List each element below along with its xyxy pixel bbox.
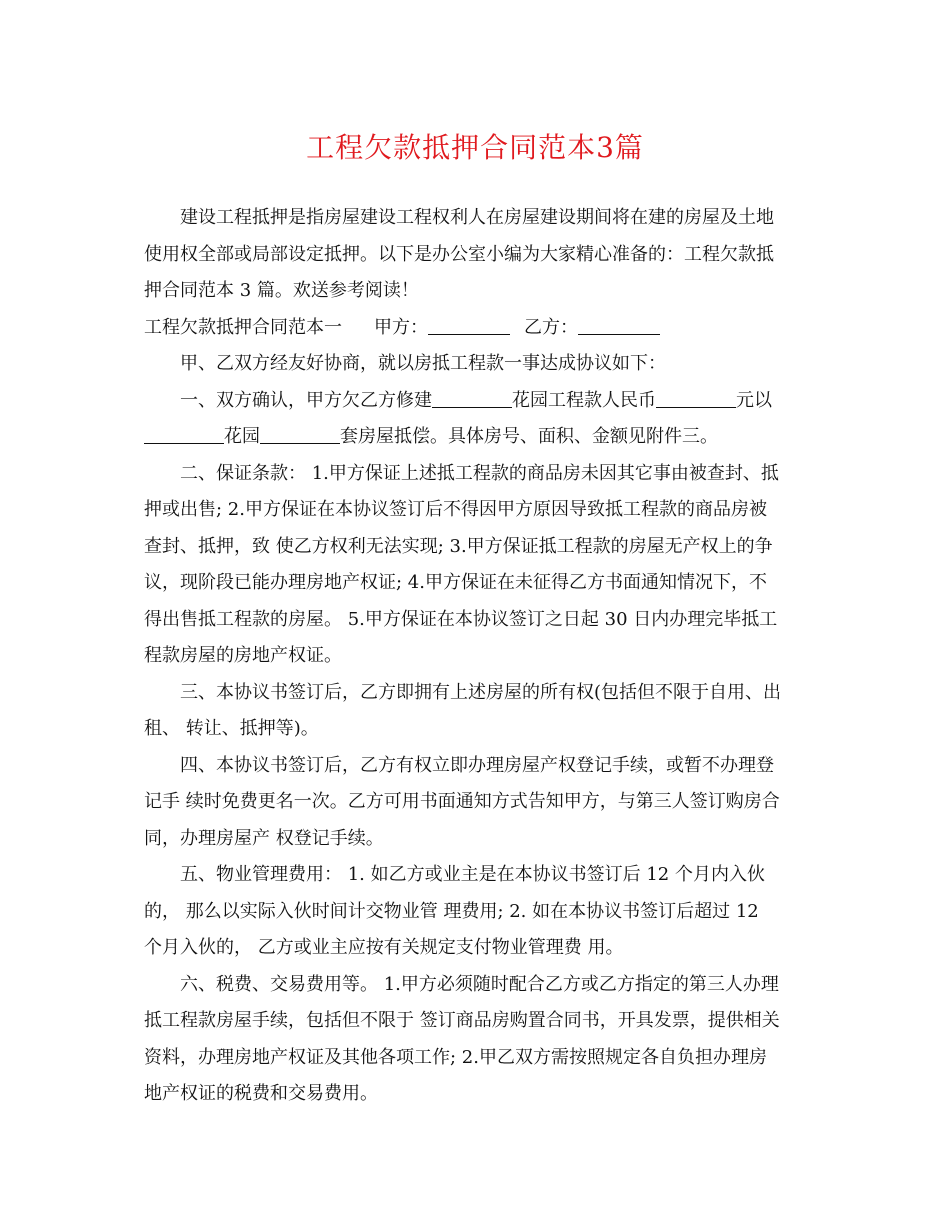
clause-1-text: 套房屋抵偿。具体房号、面积、金额见附件三。 <box>340 426 718 447</box>
intro-paragraph <box>144 200 812 310</box>
clause-3 <box>144 675 812 748</box>
clause-line: 押或出售; 2.甲方保证在本协议签订后不得因甲方原因导致抵工程款的商品房被 <box>144 499 767 520</box>
clause-line: 地产权证的税费和交易费用。 <box>144 1083 378 1104</box>
clause-line: 五、物业管理费用： 1. 如乙方或业主是在本协议书签订后 12 个月内入伙 <box>180 864 765 885</box>
clause-line: 租、 转让、抵押等)。 <box>144 718 319 739</box>
clause-line: 资料，办理房地产权证及其他各项工作; 2.甲乙双方需按照规定各自负担办理房 <box>144 1046 767 1068</box>
clause-line: 的， 那么以实际入伙时间计交物业管 理费用; 2. 如在本协议书签订后超过 12 <box>144 900 759 922</box>
intro-line: 押合同范本 3 篇。欢送参考阅读！ <box>144 280 419 301</box>
opening-line: 甲、乙双方经友好协商，就以房抵工程款一事达成协议如下： <box>180 353 666 374</box>
party-a-label: 甲方： <box>374 316 428 338</box>
clause-line: 个月入伙的， 乙方或业主应按有关规定支付物业管理费 用。 <box>144 937 624 958</box>
clause-5 <box>144 857 812 967</box>
clause-line: 得出售抵工程款的房屋。 5.甲方保证在本协议签订之日起 30 日内办理完毕抵工 <box>144 608 778 630</box>
clause-4 <box>144 748 812 858</box>
intro-line: 建设工程抵押是指房屋建设工程权利人在房屋建设期间将在建的房屋及土地 <box>180 207 774 228</box>
party-b-label: 乙方： <box>524 316 578 338</box>
clause-line: 三、本协议书签订后，乙方即拥有上述房屋的所有权(包括但不限于自用、出 <box>180 681 782 703</box>
party-b-blank <box>578 316 660 335</box>
clause-2 <box>144 456 812 675</box>
contract-label: 工程欠款抵押合同范本一 <box>144 316 342 338</box>
clause-line: 四、本协议书签订后，乙方有权立即办理房屋产权登记手续，或暂不办理登 <box>180 754 774 776</box>
document-body <box>144 200 812 1113</box>
clause-line: 查封、抵押，致 使乙方权利无法实现; 3.甲方保证抵工程款的房屋无产权上的争 <box>144 535 773 557</box>
document-title: 工程欠款抵押合同范本3篇 <box>306 131 644 164</box>
units-blank <box>260 425 340 444</box>
clause-line: 二、保证条款： 1.甲方保证上述抵工程款的商品房未因其它事由被查封、抵 <box>180 462 779 484</box>
party-a-blank <box>428 316 510 335</box>
clause-line: 程款房屋的房地产权证。 <box>144 645 342 666</box>
clause-line: 议，现阶段已能办理房地产权证; 4.甲方保证在未征得乙方书面通知情况下，不 <box>144 572 767 593</box>
garden-blank <box>144 425 224 444</box>
clause-line: 记手 续时免费更名一次。乙方可用书面通知方式告知甲方，与第三人签订购房合 <box>144 791 780 812</box>
contract-header-line <box>144 310 812 347</box>
intro-line: 使用权全部或局部设定抵押。以下是办公室小编为大家精心准备的：工程欠款抵 <box>144 243 774 265</box>
clause-1-text: 花园工程款人民币 <box>512 389 656 411</box>
clause-1-text: 一、双方确认，甲方欠乙方修建 <box>180 389 432 411</box>
clause-line: 同，办理房屋产 权登记手续。 <box>144 827 384 849</box>
clause-1 <box>144 383 812 456</box>
project-blank <box>432 389 512 408</box>
clause-1-text: 花园 <box>224 426 260 447</box>
clause-line: 六、税费、交易费用等。 1.甲方必须随时配合乙方或乙方指定的第三人办理 <box>180 973 779 995</box>
clause-line: 抵工程款房屋手续，包括但不限于 签订商品房购置合同书，开具发票，提供相关 <box>144 1010 780 1031</box>
clause-1-text: 元以 <box>736 389 772 411</box>
clause-6 <box>144 967 812 1113</box>
amount-blank <box>656 389 736 408</box>
opening-paragraph <box>144 346 812 383</box>
